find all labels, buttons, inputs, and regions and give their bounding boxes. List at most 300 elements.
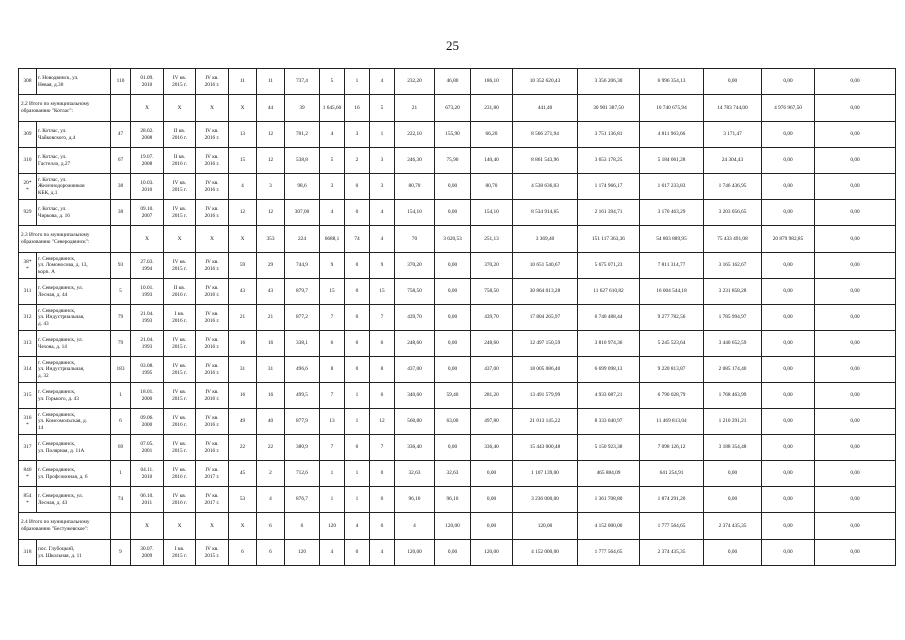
table-cell: IV кв. 2016 г. xyxy=(196,279,229,305)
table-cell: 5 xyxy=(111,279,131,305)
table-cell: X xyxy=(229,513,257,540)
table-cell: 27.03. 1994 xyxy=(131,253,164,279)
table-cell: 6 xyxy=(257,540,285,566)
table-cell: 03.08. 1995 xyxy=(131,357,164,383)
table-cell: 13 491 579,99 xyxy=(513,383,578,409)
table-cell: 40 xyxy=(257,409,285,435)
table-cell: 0,00 xyxy=(435,200,471,226)
table-cell: 641 254,91 xyxy=(640,461,704,487)
table-cell: 0,00 xyxy=(762,487,815,513)
table-row xyxy=(19,383,896,409)
table-cell: 712,6 xyxy=(285,461,320,487)
table-cell: 07.05. 2001 xyxy=(131,435,164,461)
registry-body xyxy=(19,69,896,566)
table-cell: 3 440 652,59 xyxy=(704,331,762,357)
table-cell: 701,2 xyxy=(285,122,320,148)
table-cell: 439,70 xyxy=(395,305,435,331)
table-cell: 231,80 xyxy=(471,95,513,122)
table-cell: 6 996 354,13 xyxy=(640,69,704,95)
table-cell: IV кв. 2016 г. xyxy=(164,461,196,487)
table-cell: 2 374 435,35 xyxy=(704,513,762,540)
table-cell: 75 433 491,08 xyxy=(704,226,762,253)
table-cell: 9 xyxy=(370,253,395,279)
table-cell: 0,00 xyxy=(762,122,815,148)
table-cell: 316 * xyxy=(19,409,37,435)
table-cell: 67 xyxy=(111,148,131,174)
table-cell: 4 xyxy=(257,487,285,513)
table-cell: 12 xyxy=(229,200,257,226)
table-cell: 29 xyxy=(257,253,285,279)
table-cell: 70 xyxy=(395,226,435,253)
table-cell: 4 152 000,00 xyxy=(513,540,578,566)
table-cell: 74 xyxy=(111,487,131,513)
table-cell: 538,8 xyxy=(285,148,320,174)
table-cell: 0,00 xyxy=(762,409,815,435)
address-cell: пос. Глубоцкий, ул. Школьная, д. 11 xyxy=(37,540,111,566)
table-cell: 5 184 061,28 xyxy=(640,148,704,174)
table-cell: 3 165 162,67 xyxy=(704,253,762,279)
table-cell: 0,00 xyxy=(762,383,815,409)
table-cell: 877,2 xyxy=(285,305,320,331)
table-row xyxy=(19,305,896,331)
table-cell: 31 xyxy=(229,357,257,383)
table-cell: 10 740 675,94 xyxy=(640,95,704,122)
table-cell: 21.04. 1993 xyxy=(131,331,164,357)
address-cell: г. Северодвинск, ул. Лесная, д. 43 xyxy=(37,487,111,513)
table-cell: 3 xyxy=(345,122,370,148)
table-cell: IV кв. 2015 г. xyxy=(196,540,229,566)
table-cell: 7 xyxy=(320,305,345,331)
table-cell: 1 xyxy=(111,383,131,409)
table-cell: 2 374 435,35 xyxy=(640,540,704,566)
table-cell: 21 013 145,22 xyxy=(513,409,578,435)
table-cell: 0 xyxy=(345,305,370,331)
table-cell: IV кв. 2016 г. xyxy=(196,331,229,357)
table-cell: 3 653 178,25 xyxy=(578,148,640,174)
table-cell: 183 xyxy=(111,357,131,383)
table-cell: IV кв. 2015 г. xyxy=(164,331,196,357)
table-cell: 9 xyxy=(320,253,345,279)
table-row xyxy=(19,174,896,200)
table-row xyxy=(19,461,896,487)
table-cell: 1 xyxy=(320,487,345,513)
table-cell: 75,90 xyxy=(435,148,471,174)
table-cell: 0,00 xyxy=(435,305,471,331)
table-cell: 79 xyxy=(111,331,131,357)
table-cell: IV кв. 2015 г. xyxy=(164,357,196,383)
table-cell: 0,00 xyxy=(815,226,896,253)
table-cell: 4 152 000,00 xyxy=(578,513,640,540)
table-cell: 18.01. 2000 xyxy=(131,383,164,409)
table-cell: IV кв. 2015 г. xyxy=(164,69,196,95)
table-cell: 5 675 071,23 xyxy=(578,253,640,279)
table-cell: 0,00 xyxy=(762,540,815,566)
table-cell: 5 245 523,64 xyxy=(640,331,704,357)
table-cell: 38* * xyxy=(19,253,37,279)
table-cell: 0 xyxy=(370,487,395,513)
page-number: 25 xyxy=(446,38,459,53)
table-cell: 1 xyxy=(345,69,370,95)
table-cell: 0,00 xyxy=(435,253,471,279)
table-cell: 232,20 xyxy=(395,69,435,95)
address-cell: г. Северодвинск, ул. Чехова, д. 14 xyxy=(37,331,111,357)
table-cell: 28.02. 2008 xyxy=(131,122,164,148)
table-cell: 8 333 040,97 xyxy=(578,409,640,435)
table-cell: 14 783 744,00 xyxy=(704,95,762,122)
table-cell: 6 xyxy=(320,331,345,357)
table-cell: 308 xyxy=(19,69,37,95)
table-cell: 0 xyxy=(345,253,370,279)
table-cell: 1 xyxy=(370,122,395,148)
table-cell: II кв. 2016 г. xyxy=(164,279,196,305)
table-cell: 45 xyxy=(229,461,257,487)
table-cell: 3 171,47 xyxy=(704,122,762,148)
table-cell: 380,9 xyxy=(285,435,320,461)
table-cell: 0,00 xyxy=(762,331,815,357)
table-cell: 93 xyxy=(111,253,131,279)
table-cell: IV кв. 2016 г. xyxy=(196,69,229,95)
table-cell: 1 210 291,21 xyxy=(704,409,762,435)
table-cell: 6 740 488,44 xyxy=(578,305,640,331)
table-cell: 5 xyxy=(320,148,345,174)
table-cell: 0,00 xyxy=(815,540,896,566)
table-cell: 3 xyxy=(370,174,395,200)
address-cell: г. Северодвинск, ул. Комсомольская, д. 14 xyxy=(37,409,111,435)
table-cell: 8 566 271,94 xyxy=(513,122,578,148)
table-cell: 840 * xyxy=(19,461,37,487)
address-cell: г. Северодвинск, ул. Горького, д. 43 xyxy=(37,383,111,409)
table-cell: 0,00 xyxy=(762,253,815,279)
table-cell: 151 117 363,36 xyxy=(578,226,640,253)
table-cell: IV кв. 2015 г. xyxy=(164,174,196,200)
table-cell: 437,00 xyxy=(395,357,435,383)
table-row xyxy=(19,122,896,148)
table-cell: 15 xyxy=(229,148,257,174)
table-cell: 0,00 xyxy=(762,174,815,200)
address-cell: г. Котлас, ул. Гастелло, д.27 xyxy=(37,148,111,174)
table-cell: 0,00 xyxy=(435,331,471,357)
table-cell: 0,00 xyxy=(815,95,896,122)
table-cell: IV кв. 2016 г. xyxy=(196,253,229,279)
table-cell: 1 746 436,95 xyxy=(704,174,762,200)
table-cell: 0,00 xyxy=(435,435,471,461)
table-cell: IV кв. 2016 г. xyxy=(196,122,229,148)
table-row xyxy=(19,200,896,226)
table-cell: 10.01. 1993 xyxy=(131,279,164,305)
table-cell: 49 xyxy=(229,409,257,435)
table-cell: 0 xyxy=(345,174,370,200)
table-cell: 3 751 136,81 xyxy=(578,122,640,148)
table-cell: 758,50 xyxy=(471,279,513,305)
table-cell: 1 874 291,20 xyxy=(640,487,704,513)
table-cell: 4 xyxy=(370,69,395,95)
table-cell: 13 xyxy=(320,409,345,435)
table-cell xyxy=(111,95,131,122)
table-cell: 0,00 xyxy=(815,253,896,279)
table-cell: 38 xyxy=(111,174,131,200)
table-cell: X xyxy=(131,513,164,540)
table-cell: IV кв. 2016 г. xyxy=(196,148,229,174)
table-cell: 0,00 xyxy=(704,487,762,513)
address-cell: г. Северодвинск, ул. Ломоносова, д. 13, корп. А xyxy=(37,253,111,279)
table-cell: 4 xyxy=(320,540,345,566)
table-cell: 370,20 xyxy=(471,253,513,279)
table-cell: 0,00 xyxy=(815,357,896,383)
table-cell: 8 xyxy=(370,357,395,383)
address-cell: г. Северодвинск, ул. Полярная, д. 11А xyxy=(37,435,111,461)
table-cell: 338,1 xyxy=(285,331,320,357)
table-cell: X xyxy=(164,226,196,253)
table-cell: 0,00 xyxy=(815,174,896,200)
address-cell: г. Котлас, ул. Чайковского, д.4 xyxy=(37,122,111,148)
table-cell: 4 xyxy=(320,200,345,226)
table-cell: 69 xyxy=(111,435,131,461)
table-cell: 0,00 xyxy=(762,279,815,305)
table-cell: 673,20 xyxy=(435,95,471,122)
table-cell: 11 627 610,82 xyxy=(578,279,640,305)
table-cell: 3 356 206,30 xyxy=(578,69,640,95)
table-cell: 6 699 098,13 xyxy=(578,357,640,383)
subtotal-row xyxy=(19,513,896,540)
table-cell: 0,00 xyxy=(762,435,815,461)
table-cell: 3 xyxy=(320,174,345,200)
table-cell: IV кв. 2016 г. xyxy=(196,357,229,383)
table-cell: 74 xyxy=(345,226,370,253)
table-cell: 155,90 xyxy=(435,122,471,148)
table-cell: 317 xyxy=(19,435,37,461)
table-cell: 12 xyxy=(257,122,285,148)
table-cell: 8 xyxy=(320,357,345,383)
table-cell: 1 777 564,65 xyxy=(578,540,640,566)
table-cell: 140,40 xyxy=(471,148,513,174)
table-cell: 10 352 620,43 xyxy=(513,69,578,95)
table-cell: 224 xyxy=(285,226,320,253)
table-cell: 5 xyxy=(370,95,395,122)
table-cell: 312 xyxy=(19,305,37,331)
table-cell: 6 xyxy=(229,540,257,566)
table-cell: 353 xyxy=(257,226,285,253)
table-cell: 0,00 xyxy=(815,409,896,435)
table-cell: 3 xyxy=(257,174,285,200)
table-cell: 0,00 xyxy=(762,357,815,383)
address-cell: г. Новодвинск, ул. Невая, д.30 xyxy=(37,69,111,95)
table-cell: 63,00 xyxy=(435,409,471,435)
table-cell: 0,00 xyxy=(815,435,896,461)
table-cell: 3 810 974,36 xyxy=(578,331,640,357)
table-cell: 186,10 xyxy=(471,69,513,95)
table-cell: 16 004 544,18 xyxy=(640,279,704,305)
table-cell: IV кв. 2016 г. xyxy=(196,174,229,200)
table-cell: 13 xyxy=(229,122,257,148)
table-cell: 12 xyxy=(257,200,285,226)
table-cell: I кв. 2015 г. xyxy=(164,540,196,566)
table-cell: 3 170 463,29 xyxy=(640,200,704,226)
table-cell: 0,00 xyxy=(704,540,762,566)
table-cell: 744,9 xyxy=(285,253,320,279)
table-cell: 758,50 xyxy=(395,279,435,305)
table-cell: 21 xyxy=(395,95,435,122)
table-cell: 1 174 966,17 xyxy=(578,174,640,200)
table-cell: 0,00 xyxy=(815,122,896,148)
table-cell: 01.09. 2010 xyxy=(131,69,164,95)
table-cell: 879,7 xyxy=(285,279,320,305)
table-cell: 0,00 xyxy=(815,383,896,409)
table-cell: 0,00 xyxy=(815,331,896,357)
table-cell: 96,10 xyxy=(395,487,435,513)
table-cell: 154,10 xyxy=(471,200,513,226)
table-cell: 222,10 xyxy=(395,122,435,148)
table-cell: IV кв. 2016 г. xyxy=(196,435,229,461)
table-cell: 96,10 xyxy=(435,487,471,513)
table-cell: 43 xyxy=(229,279,257,305)
table-cell: 4 xyxy=(370,226,395,253)
table-cell: 59,40 xyxy=(435,383,471,409)
table-row xyxy=(19,148,896,174)
table-cell: 0,00 xyxy=(704,69,762,95)
table-cell: 2 xyxy=(257,461,285,487)
table-cell: 38 xyxy=(111,200,131,226)
table-cell: 24 304,43 xyxy=(704,148,762,174)
table-cell: IV кв. 2015 г. xyxy=(164,383,196,409)
table-cell: 22 xyxy=(257,435,285,461)
table-cell: IV кв. 2016 г. xyxy=(196,383,229,409)
table-cell: 0 xyxy=(345,331,370,357)
table-cell: 4 933 087,21 xyxy=(578,383,640,409)
table-cell: 154,10 xyxy=(395,200,435,226)
table-cell: 10 651 540,67 xyxy=(513,253,578,279)
table-cell: IV кв. 2015 г. xyxy=(164,435,196,461)
table-cell: 21.04. 1993 xyxy=(131,305,164,331)
table-cell: 30 864 013,28 xyxy=(513,279,578,305)
table-cell: 80,70 xyxy=(471,174,513,200)
table-cell: 496,6 xyxy=(285,357,320,383)
table-cell: 16 xyxy=(229,383,257,409)
table-cell: 09.06. 2000 xyxy=(131,409,164,435)
table-cell: 09.10. 2007 xyxy=(131,200,164,226)
table-cell: 441,40 xyxy=(513,95,578,122)
table-cell: 2 161 394,71 xyxy=(578,200,640,226)
table-cell: 30 901 387,50 xyxy=(578,95,640,122)
table-cell: 0,00 xyxy=(815,461,896,487)
table-cell: 4 xyxy=(370,540,395,566)
table-cell xyxy=(111,513,131,540)
table-cell: 04.11. 2010 xyxy=(131,461,164,487)
table-cell: IV кв. 2016 г. xyxy=(164,487,196,513)
table-cell: X xyxy=(196,513,229,540)
table-cell: 6 xyxy=(257,513,285,540)
table-row xyxy=(19,69,896,95)
table-cell: 21 xyxy=(257,305,285,331)
table-cell: 4 xyxy=(229,174,257,200)
table-row xyxy=(19,409,896,435)
table-cell: 53 xyxy=(229,487,257,513)
table-cell: 16 xyxy=(229,331,257,357)
table-row xyxy=(19,357,896,383)
table-row xyxy=(19,487,896,513)
table-cell: 3 369,40 xyxy=(513,226,578,253)
table-cell: 6688,1 xyxy=(320,226,345,253)
table-cell: 120,00 xyxy=(435,513,471,540)
subtotal-row xyxy=(19,226,896,253)
table-cell: 120 xyxy=(285,540,320,566)
table-cell: 0,00 xyxy=(471,461,513,487)
table-cell: 336,40 xyxy=(395,435,435,461)
table-cell: 79 xyxy=(111,305,131,331)
table-cell: 8 861 543,96 xyxy=(513,148,578,174)
table-cell: IV кв. 2015 г. xyxy=(164,253,196,279)
table-cell: 2 085 174,40 xyxy=(704,357,762,383)
table-row xyxy=(19,331,896,357)
table-cell: 22 xyxy=(229,435,257,461)
table-cell: 0,00 xyxy=(762,305,815,331)
table-cell: 0,00 xyxy=(762,69,815,95)
table-cell: 3 188 354,48 xyxy=(704,435,762,461)
table-cell: 311 xyxy=(19,279,37,305)
table-cell: 1 xyxy=(320,461,345,487)
table-cell: II кв. 2016 г. xyxy=(164,148,196,174)
table-cell: 1 645,60 xyxy=(320,95,345,122)
table-cell: X xyxy=(131,226,164,253)
table-cell: 66,20 xyxy=(471,122,513,148)
table-cell: 1 xyxy=(111,461,131,487)
table-cell: 1 xyxy=(345,383,370,409)
table-cell: 1 xyxy=(345,487,370,513)
table-cell: 0 xyxy=(345,540,370,566)
table-cell: 437,00 xyxy=(471,357,513,383)
table-cell: 246,30 xyxy=(395,148,435,174)
table-cell: 4 538 636,03 xyxy=(513,174,578,200)
table-cell: 6 790 028,79 xyxy=(640,383,704,409)
table-cell: 6 xyxy=(370,331,395,357)
table-cell: 21 xyxy=(229,305,257,331)
table-cell: 0,00 xyxy=(762,461,815,487)
table-cell: 7 xyxy=(320,435,345,461)
table-cell: 9 xyxy=(111,540,131,566)
table-cell: 0,00 xyxy=(435,357,471,383)
table-cell: 3 203 056,65 xyxy=(704,200,762,226)
table-cell: 0,00 xyxy=(815,200,896,226)
table-cell: 20 879 982,85 xyxy=(762,226,815,253)
table-cell: 3 231 858,28 xyxy=(704,279,762,305)
table-cell: 1 xyxy=(345,409,370,435)
table-cell: 248,60 xyxy=(395,331,435,357)
table-cell xyxy=(111,226,131,253)
table-row xyxy=(19,435,896,461)
table-cell: 307,00 xyxy=(285,200,320,226)
table-cell: 39 xyxy=(285,95,320,122)
table-cell: 336,40 xyxy=(471,435,513,461)
table-cell: 4 976 967,50 xyxy=(762,95,815,122)
table-cell: 43 xyxy=(257,279,285,305)
table-cell: 876,7 xyxy=(285,487,320,513)
table-cell: 59 xyxy=(229,253,257,279)
table-cell: 15 xyxy=(320,279,345,305)
address-cell: г. Котлас, ул. Железнодорожников КБК, д.1 xyxy=(37,174,111,200)
table-cell: IV кв. 2016 г. xyxy=(196,305,229,331)
table-cell: 1 617 233,83 xyxy=(640,174,704,200)
table-cell: 0,00 xyxy=(815,305,896,331)
table-row xyxy=(19,540,896,566)
table-cell: 0 xyxy=(345,435,370,461)
table-cell: 32,63 xyxy=(435,461,471,487)
table-cell: I кв. 2016 г. xyxy=(164,305,196,331)
table-cell: 15 xyxy=(370,279,395,305)
table-cell: 0,00 xyxy=(471,513,513,540)
table-cell: 10.03. 2010 xyxy=(131,174,164,200)
table-cell: 737,4 xyxy=(285,69,320,95)
table-cell: 1 768 463,99 xyxy=(704,383,762,409)
table-cell: 9 277 782,56 xyxy=(640,305,704,331)
